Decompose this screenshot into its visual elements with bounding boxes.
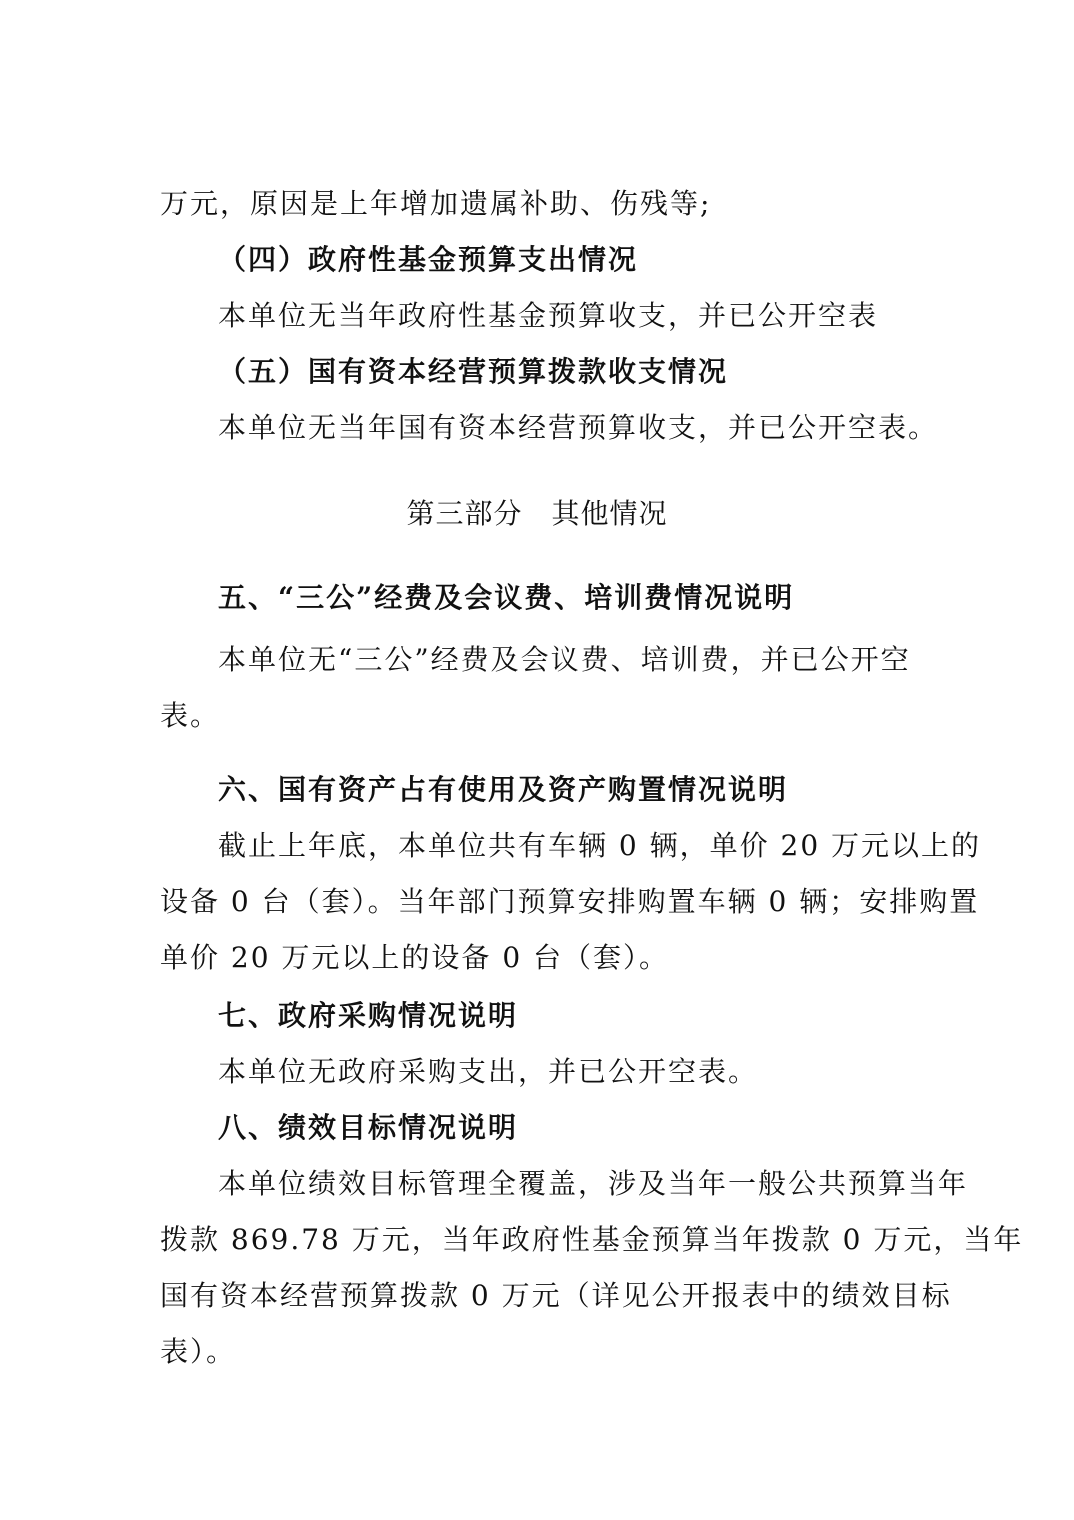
paragraph-line: 本单位无“三公”经费及会议费、培训费，并已公开空 — [218, 643, 911, 676]
paragraph-line: 设备 0 台（套）。当年部门预算安排购置车辆 0 辆；安排购置 — [160, 885, 980, 918]
section-heading-8: 八、绩效目标情况说明 — [218, 1111, 519, 1144]
subsection-heading-4: （四）政府性基金预算支出情况 — [218, 243, 639, 276]
section-heading-5: 五、“三公”经费及会议费、培训费情况说明 — [218, 581, 795, 614]
paragraph-line: 万元，原因是上年增加遗属补助、伤残等; — [160, 187, 712, 220]
paragraph-line: 截止上年底，本单位共有车辆 0 辆，单价 20 万元以上的 — [218, 829, 982, 862]
subsection-heading-5: （五）国有资本经营预算拨款收支情况 — [218, 355, 729, 388]
part-title: 第三部分 其他情况 — [406, 497, 668, 530]
paragraph-line: 单价 20 万元以上的设备 0 台（套）。 — [160, 941, 670, 974]
section-heading-7: 七、政府采购情况说明 — [218, 999, 519, 1032]
paragraph-line: 表。 — [160, 699, 221, 732]
paragraph-line: 本单位绩效目标管理全覆盖，涉及当年一般公共预算当年 — [218, 1167, 969, 1200]
paragraph-line: 本单位无政府采购支出，并已公开空表。 — [218, 1055, 759, 1088]
paragraph-line: 表）。 — [160, 1335, 237, 1368]
paragraph-line: 国有资本经营预算拨款 0 万元（详见公开报表中的绩效目标 — [160, 1279, 952, 1312]
paragraph-line: 本单位无当年政府性基金预算收支，并已公开空表 — [218, 299, 879, 332]
paragraph-line: 本单位无当年国有资本经营预算收支，并已公开空表。 — [218, 411, 939, 444]
section-heading-6: 六、国有资产占有使用及资产购置情况说明 — [218, 773, 789, 806]
paragraph-line: 拨款 869.78 万元，当年政府性基金预算当年拨款 0 万元，当年 — [160, 1223, 1024, 1256]
